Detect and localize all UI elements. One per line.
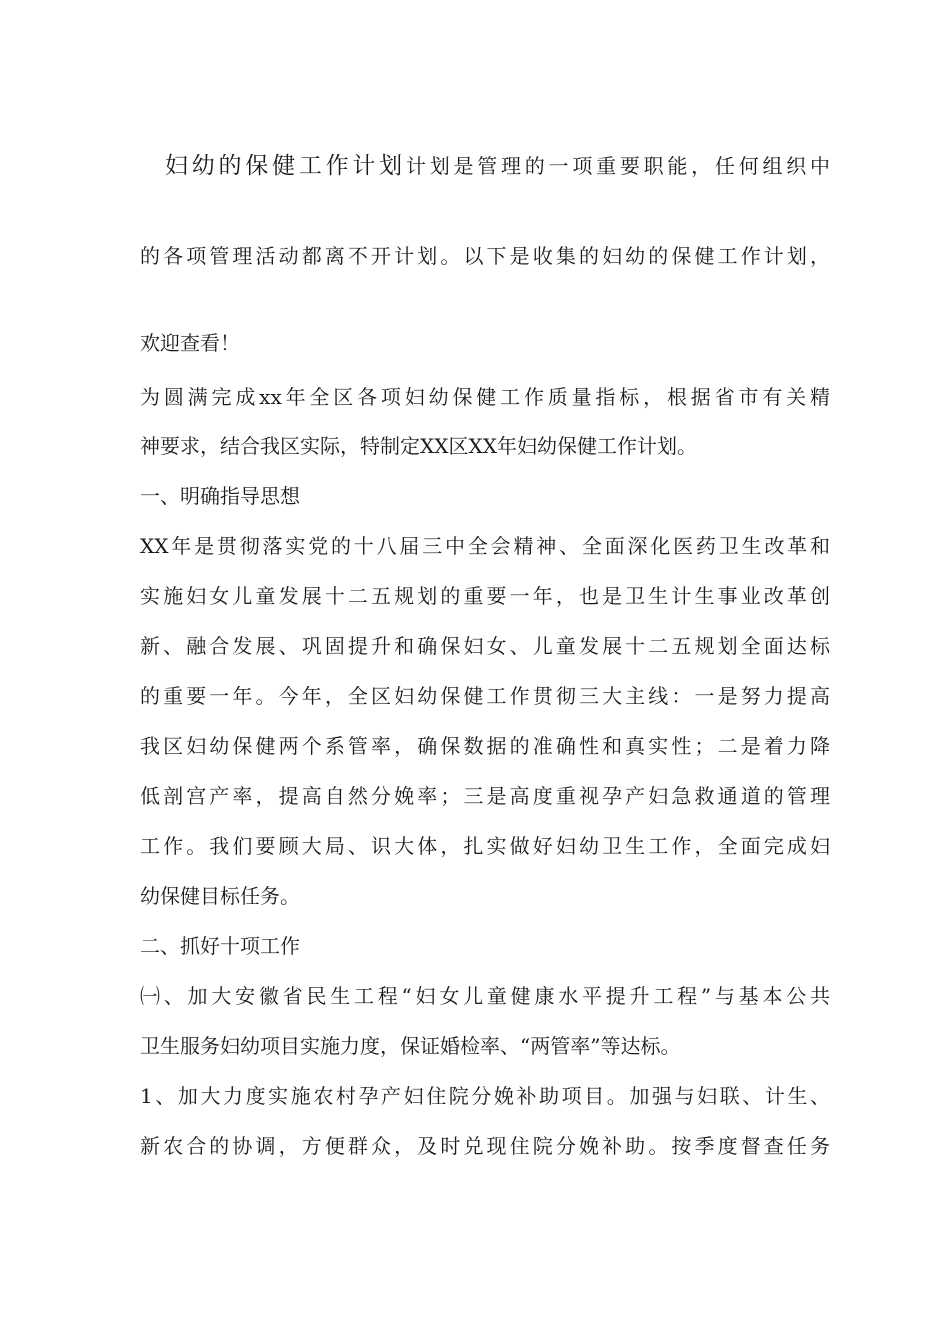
- paragraph-line: 我区妇幼保健两个系管率，确保数据的准确性和真实性；二是着力降: [140, 734, 830, 758]
- paragraph-line: 低剖宫产率，提高自然分娩率；三是高度重视孕产妇急救通道的管理: [140, 784, 830, 808]
- intro-text: 计划是管理的一项重要职能，任何组织中: [405, 154, 831, 178]
- paragraph-line: 新、融合发展、巩固提升和确保妇女、儿童发展十二五规划全面达标: [140, 634, 830, 658]
- paragraph-line: XX年是贯彻落实党的十八届三中全会精神、全面深化医药卫生改革和: [140, 534, 830, 558]
- paragraph-line: 的重要一年。今年，全区妇幼保健工作贯彻三大主线：一是努力提高: [140, 684, 830, 708]
- paragraph-line: 工作。我们要顾大局、识大体，扎实做好妇幼卫生工作，全面完成妇: [140, 834, 830, 858]
- intro-line-3: 欢迎查看！: [140, 331, 240, 355]
- intro-line-2: 的各项管理活动都离不开计划。以下是收集的妇幼的保健工作计划，: [140, 244, 830, 268]
- paragraph-line: 新农合的协调，方便群众，及时兑现住院分娩补助。按季度督查任务: [140, 1134, 830, 1158]
- paragraph-line: 幼保健目标任务。: [140, 884, 300, 908]
- intro-line-1: [165, 152, 830, 180]
- paragraph-line: ㈠、加大安徽省民生工程“妇女儿童健康水平提升工程”与基本公共: [140, 984, 830, 1008]
- section-heading-1: 一、明确指导思想: [140, 484, 300, 508]
- paragraph-line: 1、加大力度实施农村孕产妇住院分娩补助项目。加强与妇联、计生、: [140, 1084, 830, 1108]
- paragraph-line: 神要求，结合我区实际，特制定XX区XX年妇幼保健工作计划。: [140, 434, 697, 458]
- section-heading-2: 二、抓好十项工作: [140, 934, 300, 958]
- document-title: 妇幼的保健工作计划: [165, 153, 406, 179]
- paragraph-line: 卫生服务妇幼项目实施力度，保证婚检率、“两管率”等达标。: [140, 1034, 681, 1058]
- paragraph-line: 为圆满完成xx年全区各项妇幼保健工作质量指标，根据省市有关精: [140, 385, 830, 409]
- paragraph-line: 实施妇女儿童发展十二五规划的重要一年，也是卫生计生事业改革创: [140, 584, 830, 608]
